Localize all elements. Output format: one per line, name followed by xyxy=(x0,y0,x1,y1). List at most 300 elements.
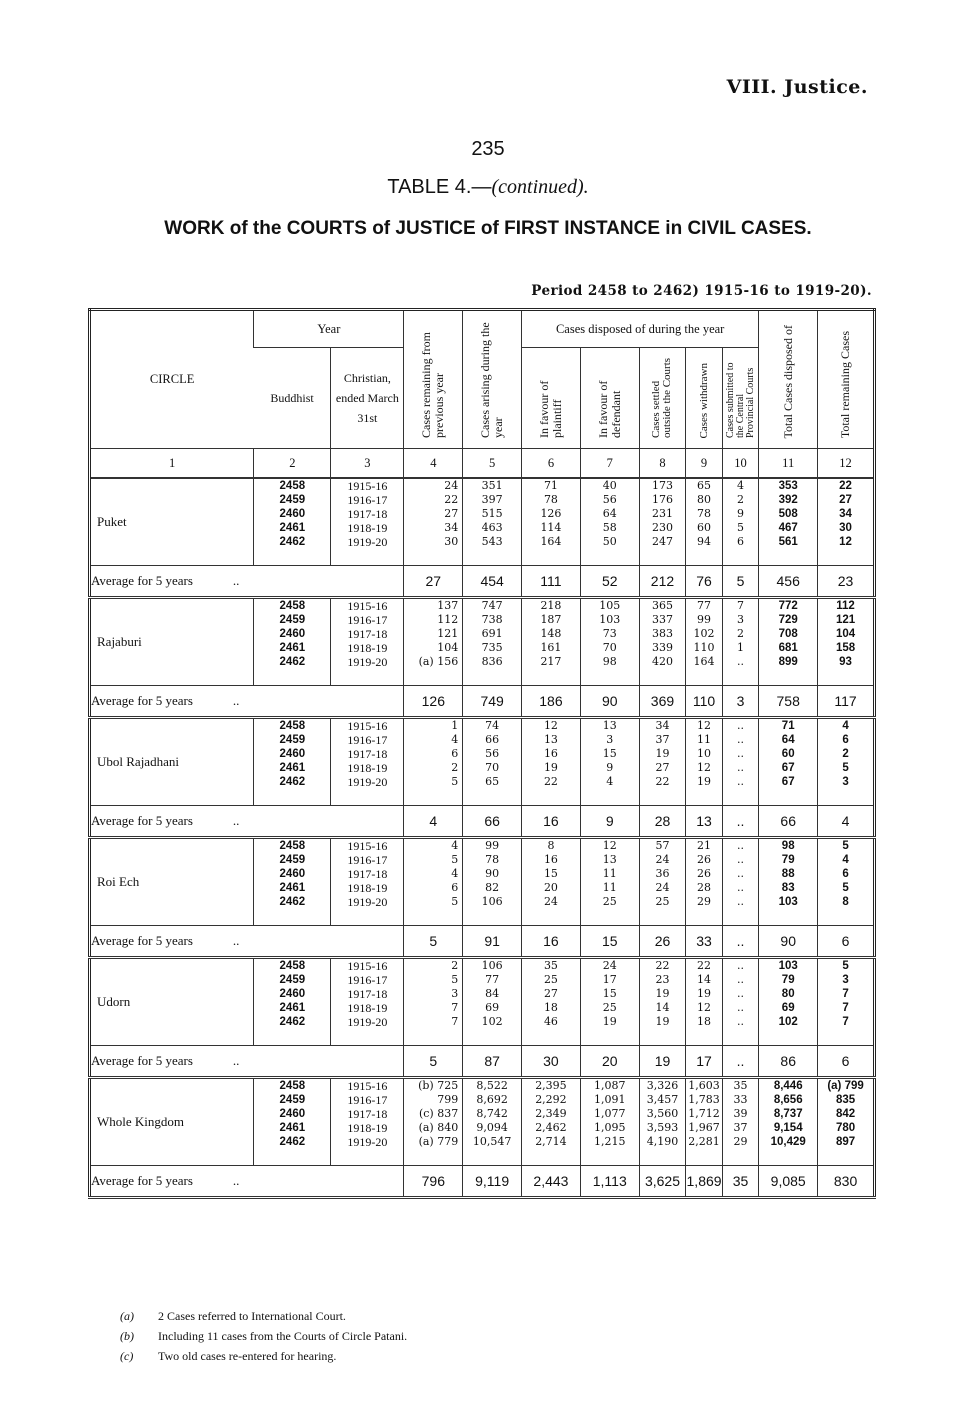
total-remaining-header: Total remaining Cases xyxy=(818,310,875,449)
table-value: 10 xyxy=(697,747,712,760)
table-value: 22 xyxy=(655,775,670,788)
table-value: .. xyxy=(737,853,745,866)
table-value: 1918-19 xyxy=(347,1121,388,1135)
table-value: 37 xyxy=(655,733,670,746)
table-value: 747 xyxy=(481,599,503,612)
average-value: 5 xyxy=(722,566,759,598)
table-value: 5 xyxy=(842,840,849,852)
table-value: .. xyxy=(737,733,745,746)
table-value: 176 xyxy=(651,493,673,506)
footnote-text: Including 11 cases from the Courts of Circle Patani. xyxy=(158,1329,408,1343)
christian-year-cell xyxy=(331,958,404,1046)
table-value: 16 xyxy=(543,747,558,760)
table-value: .. xyxy=(737,839,745,852)
table-value: 2461 xyxy=(279,762,306,774)
average-value: .. xyxy=(722,806,759,838)
table-title-suffix: (continued). xyxy=(491,176,589,198)
table-value: 19 xyxy=(602,1015,617,1028)
table-value: 112 xyxy=(836,600,855,612)
table-value: (b) 725 xyxy=(418,1079,459,1092)
average-value: 4 xyxy=(404,806,463,838)
table-value: 187 xyxy=(540,613,562,626)
arising-cell xyxy=(463,598,522,686)
average-value: 16 xyxy=(522,806,581,838)
table-value: 1917-18 xyxy=(347,867,388,881)
average-value: 212 xyxy=(639,566,686,598)
table-value: 121 xyxy=(835,614,856,626)
favour-defendant-cell xyxy=(580,478,639,566)
table-value: 5 xyxy=(451,973,459,986)
table-value: 104 xyxy=(437,641,459,654)
table-value: 1,967 xyxy=(688,1121,720,1134)
table-value: 780 xyxy=(835,1122,856,1134)
table-value: 5 xyxy=(451,853,459,866)
column-number-row xyxy=(90,449,875,479)
table-value: 2459 xyxy=(279,494,306,506)
submitted-central-cell xyxy=(722,478,759,566)
table-value: 70 xyxy=(485,761,500,774)
total-disposed-cell xyxy=(759,598,818,686)
table-value: 15 xyxy=(543,867,558,880)
average-value: 4 xyxy=(818,806,875,838)
remaining-previous-header: Cases remaining from previous year xyxy=(404,310,463,449)
total-disposed-cell xyxy=(759,838,818,926)
table-value: 4 xyxy=(842,854,849,866)
table-value: 58 xyxy=(602,521,617,534)
settled-outside-cell xyxy=(639,478,686,566)
table-value: 20 xyxy=(543,881,558,894)
table-value: 247 xyxy=(651,535,673,548)
table-value: 2459 xyxy=(279,734,306,746)
table-body xyxy=(90,449,875,1198)
table-value: 5 xyxy=(842,882,849,894)
withdrawn-cell xyxy=(686,478,723,566)
table-value: 112 xyxy=(437,613,459,626)
table-value: 12 xyxy=(697,719,712,732)
submitted-central-cell xyxy=(722,718,759,806)
table-value: 5 xyxy=(737,521,745,534)
table-value: 1915-16 xyxy=(347,1079,388,1093)
table-value: 2459 xyxy=(279,614,306,626)
table-value: .. xyxy=(737,959,745,972)
table-value: 7 xyxy=(842,988,849,1000)
col-num: 5 xyxy=(463,449,522,479)
favour-plaintiff-header: In favour of plaintiff xyxy=(522,348,581,449)
average-value: 9,085 xyxy=(759,1166,818,1198)
table-value: 102 xyxy=(778,1016,798,1028)
table-value: 231 xyxy=(651,507,673,520)
total-remaining-cell xyxy=(818,478,875,566)
table-title-main: TABLE 4. xyxy=(387,176,472,198)
table-value: 19 xyxy=(655,1015,670,1028)
col-num: 3 xyxy=(331,449,404,479)
table-value: 3 xyxy=(842,974,849,986)
table-value: (a) 840 xyxy=(418,1121,459,1134)
table-value: 8,522 xyxy=(476,1079,508,1092)
table-value: 11 xyxy=(602,881,617,894)
table-value: 24 xyxy=(444,479,459,492)
circle-name: Udorn xyxy=(97,994,131,1009)
favour-defendant-cell xyxy=(580,838,639,926)
table-value: 1919-20 xyxy=(347,535,388,549)
table-value: 2 xyxy=(737,493,745,506)
table-value: .. xyxy=(737,1001,745,1014)
table-value: 1915-16 xyxy=(347,839,388,853)
arising-cell xyxy=(463,1078,522,1166)
table-value: 17 xyxy=(602,973,617,986)
table-value: 2458 xyxy=(279,720,306,732)
average-label-cell xyxy=(90,686,404,718)
average-value: 28 xyxy=(639,806,686,838)
table-value: 899 xyxy=(778,656,798,668)
average-value: 749 xyxy=(463,686,522,718)
average-value: 17 xyxy=(686,1046,723,1078)
table-value: 79 xyxy=(781,974,795,986)
table-value: 64 xyxy=(781,734,795,746)
table-value: 27 xyxy=(655,761,670,774)
table-value: 3,560 xyxy=(646,1107,679,1120)
average-label: Average for 5 years xyxy=(91,813,193,828)
table-value: 5 xyxy=(451,895,459,908)
submitted-central-header: Cases submitted to the Central Provincial Courts xyxy=(722,348,759,449)
table-value: 353 xyxy=(778,480,798,492)
average-value: 15 xyxy=(580,926,639,958)
average-dots: .. xyxy=(232,573,240,588)
table-value: .. xyxy=(737,973,745,986)
table-value: 1918-19 xyxy=(347,761,388,775)
table-value: 12 xyxy=(697,761,712,774)
table-value: 4 xyxy=(842,720,849,732)
table-value: 65 xyxy=(485,775,500,788)
table-value: 1 xyxy=(451,719,459,732)
table-value: .. xyxy=(737,867,745,880)
average-value: 1,869 xyxy=(686,1166,723,1198)
table-value: 26 xyxy=(697,853,712,866)
table-value: 18 xyxy=(697,1015,712,1028)
col-num: 12 xyxy=(818,449,875,479)
table-value: 110 xyxy=(693,641,715,654)
table-value: 60 xyxy=(781,748,795,760)
average-value: 86 xyxy=(759,1046,818,1078)
table-value: 10,547 xyxy=(472,1135,512,1148)
footnote-mark: (b) xyxy=(120,1329,134,1343)
table-value: 34 xyxy=(839,508,852,520)
table-value: 420 xyxy=(651,655,673,668)
col-num: 6 xyxy=(522,449,581,479)
table-value: 2461 xyxy=(279,522,306,534)
average-value: 19 xyxy=(639,1046,686,1078)
average-value: 456 xyxy=(759,566,818,598)
buddhist-header: Buddhist xyxy=(254,348,331,449)
remaining-previous-cell xyxy=(404,598,463,686)
table-value: 15 xyxy=(602,747,617,760)
disposed-group-header: Cases disposed of during the year xyxy=(522,310,759,348)
table-value: 2459 xyxy=(279,854,306,866)
settled-outside-cell xyxy=(639,598,686,686)
average-label: Average for 5 years xyxy=(91,573,193,588)
arising-header: Cases arising during the year xyxy=(463,310,522,449)
average-value: 830 xyxy=(818,1166,875,1198)
table-value: 19 xyxy=(543,761,558,774)
total-remaining-cell xyxy=(818,838,875,926)
average-value: .. xyxy=(722,926,759,958)
submitted-central-cell xyxy=(722,1078,759,1166)
table-value: 1918-19 xyxy=(347,1001,388,1015)
table-value: 16 xyxy=(543,853,558,866)
table-value: 4 xyxy=(737,479,745,492)
table-value: 13 xyxy=(543,733,558,746)
favour-defendant-cell xyxy=(580,718,639,806)
table-value: 12 xyxy=(697,1001,712,1014)
table-value: 842 xyxy=(835,1108,856,1120)
average-value: 20 xyxy=(580,1046,639,1078)
table-value: 2459 xyxy=(279,974,306,986)
table-value: 6 xyxy=(842,734,849,746)
settled-outside-cell xyxy=(639,838,686,926)
table-value: 164 xyxy=(540,535,562,548)
table-value: 708 xyxy=(778,628,798,640)
table-value: 99 xyxy=(697,613,712,626)
table-value: 2 xyxy=(842,748,849,760)
table-value: 25 xyxy=(602,895,617,908)
table-value: 25 xyxy=(655,895,670,908)
table-value: 25 xyxy=(602,1001,617,1014)
average-row xyxy=(90,566,875,598)
table-value: 3 xyxy=(606,733,614,746)
table-value: 799 xyxy=(437,1093,459,1106)
circle-header: CIRCLE xyxy=(90,310,254,449)
table-value: 1919-20 xyxy=(347,655,388,669)
table-value: 106 xyxy=(481,895,503,908)
table-value: 23 xyxy=(655,973,670,986)
table-value: 1917-18 xyxy=(347,507,388,521)
table-value: 22 xyxy=(655,959,670,972)
table-value: 27 xyxy=(543,987,558,1000)
table-value: 561 xyxy=(778,536,798,548)
table-value: 1917-18 xyxy=(347,987,388,1001)
table-value: 738 xyxy=(481,613,503,626)
christian-year-cell xyxy=(331,838,404,926)
favour-defendant-header: In favour of defendant xyxy=(580,348,639,449)
table-value: 3 xyxy=(842,776,849,788)
average-value: 454 xyxy=(463,566,522,598)
table-value: 57 xyxy=(655,839,670,852)
table-value: 1,215 xyxy=(594,1135,626,1148)
buddhist-year-cell xyxy=(254,478,331,566)
table-value: 2,292 xyxy=(535,1093,567,1106)
table-value: 7 xyxy=(737,599,745,612)
footnote-mark: (a) xyxy=(120,1309,134,1323)
average-label-cell xyxy=(90,566,404,598)
table-value: (a) 156 xyxy=(418,655,459,668)
table-value: 365 xyxy=(651,599,673,612)
table-value: 2,349 xyxy=(535,1107,567,1120)
favour-plaintiff-cell xyxy=(522,478,581,566)
col-num: 2 xyxy=(254,449,331,479)
civil-cases-table xyxy=(88,308,876,1199)
table-value: 2,395 xyxy=(535,1079,567,1092)
table-value: 2,281 xyxy=(688,1135,720,1148)
table-value: 35 xyxy=(733,1079,748,1092)
table-value: 2458 xyxy=(279,600,306,612)
table-value: 11 xyxy=(697,733,712,746)
buddhist-year-cell xyxy=(254,1078,331,1166)
table-value: 1915-16 xyxy=(347,719,388,733)
table-value: 6 xyxy=(737,535,745,548)
table-value: 1919-20 xyxy=(347,1135,388,1149)
christian-year-cell xyxy=(331,478,404,566)
table-value: 60 xyxy=(697,521,712,534)
table-value: 1917-18 xyxy=(347,747,388,761)
table-title: TABLE 4.—(continued). xyxy=(387,176,589,198)
table-value: 39 xyxy=(733,1107,748,1120)
average-value: 90 xyxy=(759,926,818,958)
table-value: 71 xyxy=(543,479,558,492)
table-value: 4 xyxy=(451,733,459,746)
table-value: 8,446 xyxy=(773,1080,803,1092)
table-value: 93 xyxy=(839,656,852,668)
favour-plaintiff-cell xyxy=(522,1078,581,1166)
footnote xyxy=(120,1346,407,1366)
table-value: 4 xyxy=(606,775,614,788)
table-value: 2461 xyxy=(279,1002,306,1014)
table-value: 2460 xyxy=(279,508,306,520)
table-value: 8,692 xyxy=(476,1093,508,1106)
table-value: 1919-20 xyxy=(347,1015,388,1029)
total-disposed-cell xyxy=(759,718,818,806)
table-value: 34 xyxy=(444,521,459,534)
table-value: 12 xyxy=(543,719,558,732)
table-value: 78 xyxy=(543,493,558,506)
average-dots: .. xyxy=(232,1053,240,1068)
settled-outside-cell xyxy=(639,718,686,806)
table-value: 392 xyxy=(778,494,798,506)
table-value: 1,091 xyxy=(594,1093,626,1106)
table-value: 79 xyxy=(781,854,795,866)
table-value: 114 xyxy=(540,521,562,534)
table-value: 2,462 xyxy=(535,1121,567,1134)
withdrawn-header: Cases withdrawn xyxy=(686,348,723,449)
average-value: 90 xyxy=(580,686,639,718)
table-value: 691 xyxy=(481,627,503,640)
table-value: 2459 xyxy=(279,1094,306,1106)
circle-block xyxy=(90,598,875,686)
withdrawn-cell xyxy=(686,598,723,686)
average-value: 76 xyxy=(686,566,723,598)
table-value: 1918-19 xyxy=(347,881,388,895)
table-value: 2,714 xyxy=(535,1135,567,1148)
average-value: 26 xyxy=(639,926,686,958)
table-value: 36 xyxy=(655,867,670,880)
table-value: 9,094 xyxy=(476,1121,508,1134)
total-remaining-cell xyxy=(818,958,875,1046)
table-value: 103 xyxy=(599,613,621,626)
table-value: 7 xyxy=(451,1015,459,1028)
table-value: 22 xyxy=(543,775,558,788)
average-label-cell xyxy=(90,1046,404,1078)
table-value: 383 xyxy=(651,627,673,640)
table-value: 1,783 xyxy=(688,1093,720,1106)
table-value: (a) 799 xyxy=(827,1080,864,1092)
table-value: 1916-17 xyxy=(347,853,388,867)
table-value: 1917-18 xyxy=(347,627,388,641)
table-value: 1916-17 xyxy=(347,1093,388,1107)
withdrawn-cell xyxy=(686,718,723,806)
col-num: 10 xyxy=(722,449,759,479)
table-value: 56 xyxy=(485,747,500,760)
table-value: 69 xyxy=(781,1002,795,1014)
table-value: 337 xyxy=(651,613,673,626)
total-disposed-cell xyxy=(759,958,818,1046)
table-value: 27 xyxy=(444,507,459,520)
table-value: 508 xyxy=(778,508,798,520)
circle-block xyxy=(90,478,875,566)
table-value: 29 xyxy=(697,895,712,908)
table-value: 8,737 xyxy=(773,1108,803,1120)
table-value: 64 xyxy=(602,507,617,520)
circle-block xyxy=(90,958,875,1046)
table-value: 30 xyxy=(444,535,459,548)
buddhist-year-cell xyxy=(254,718,331,806)
table-value: 735 xyxy=(481,641,503,654)
total-disposed-cell xyxy=(759,1078,818,1166)
table-value: 2462 xyxy=(279,656,306,668)
average-value: 111 xyxy=(522,566,581,598)
arising-cell xyxy=(463,838,522,926)
table-value: 339 xyxy=(651,641,673,654)
table-value: 67 xyxy=(781,762,795,774)
table-value: 13 xyxy=(602,719,617,732)
table-value: 1915-16 xyxy=(347,479,388,493)
table-value: 8,656 xyxy=(773,1094,803,1106)
table-value: 46 xyxy=(543,1015,558,1028)
table-value: 15 xyxy=(602,987,617,1000)
table-value: 19 xyxy=(697,987,712,1000)
buddhist-year-cell xyxy=(254,598,331,686)
table-value: 4 xyxy=(451,839,459,852)
total-remaining-cell xyxy=(818,718,875,806)
total-remaining-cell xyxy=(818,598,875,686)
circle-name: Whole Kingdom xyxy=(97,1114,185,1129)
favour-defendant-cell xyxy=(580,598,639,686)
table-value: 24 xyxy=(655,881,670,894)
table-value: 88 xyxy=(781,868,795,880)
average-value: 9,119 xyxy=(463,1166,522,1198)
col-num: 4 xyxy=(404,449,463,479)
table-value: 2462 xyxy=(279,896,306,908)
table-value: 2458 xyxy=(279,480,306,492)
table-value: 1,087 xyxy=(594,1079,626,1092)
average-value: .. xyxy=(722,1046,759,1078)
withdrawn-cell xyxy=(686,958,723,1046)
table-value: 84 xyxy=(485,987,500,1000)
table-value: 69 xyxy=(485,1001,500,1014)
table-value: 2461 xyxy=(279,1122,306,1134)
col-num: 9 xyxy=(686,449,723,479)
average-value: 110 xyxy=(686,686,723,718)
remaining-previous-cell xyxy=(404,958,463,1046)
circle-name: Rajaburi xyxy=(97,634,142,649)
table-value: 34 xyxy=(655,719,670,732)
average-row xyxy=(90,686,875,718)
table-value: 104 xyxy=(835,628,856,640)
table-value: 30 xyxy=(839,522,852,534)
table-value: .. xyxy=(737,719,745,732)
table-value: .. xyxy=(737,895,745,908)
circle-block xyxy=(90,1078,875,1166)
table-value: 80 xyxy=(697,493,712,506)
table-value: 22 xyxy=(444,493,459,506)
